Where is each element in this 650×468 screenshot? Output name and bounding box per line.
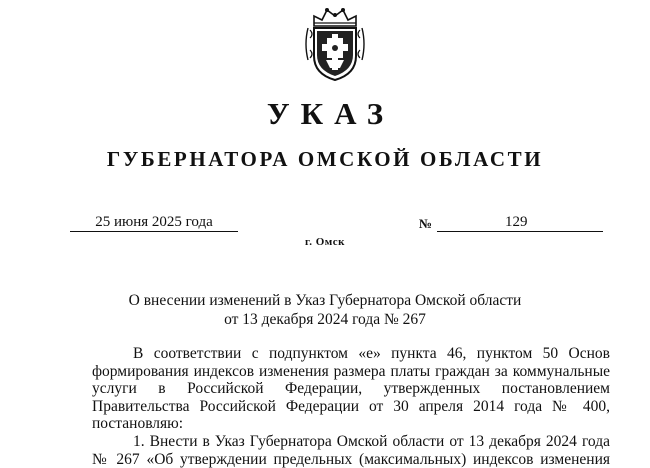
decree-number-field [437,214,603,232]
paragraph-line: услуги в Российской Федерации, утвержденных постановлением [92,380,610,398]
subject-line-2: от 13 декабря 2024 года № 267 [224,311,426,328]
document-issuer: ГУБЕРНАТОРА ОМСКОЙ ОБЛАСТИ [106,147,544,171]
paragraph-line: постановляю: [92,415,184,433]
paragraph-line: Правительства Российской Федерации от 30 апреля 2014 года № 400, [92,397,610,415]
coat-of-arms-icon [300,4,370,84]
item-1-paragraph [92,433,610,468]
document-title: УКАЗ [266,96,395,131]
paragraph-line: В соответствии с подпунктом «е» пункта 46, пунктом 50 Основ [133,345,610,362]
decree-number: 129 [505,214,528,230]
subject-line-1: О внесении изменений в Указ Губернатора Омской области [128,292,522,309]
preamble-paragraph [92,345,610,433]
number-sign: № [419,216,433,231]
paragraph-line: формирования индексов изменения размера платы граждан за коммунальные [92,362,610,380]
paragraph-line: 1. Внести в Указ Губернатора Омской области от 13 декабря 2024 года [133,433,610,450]
decree-date: 25 июня 2025 года [70,214,238,232]
paragraph-line: № 267 «Об утверждении предельных (максимальных) индексов изменения [92,450,610,468]
city-label: г. Омск [304,236,346,248]
